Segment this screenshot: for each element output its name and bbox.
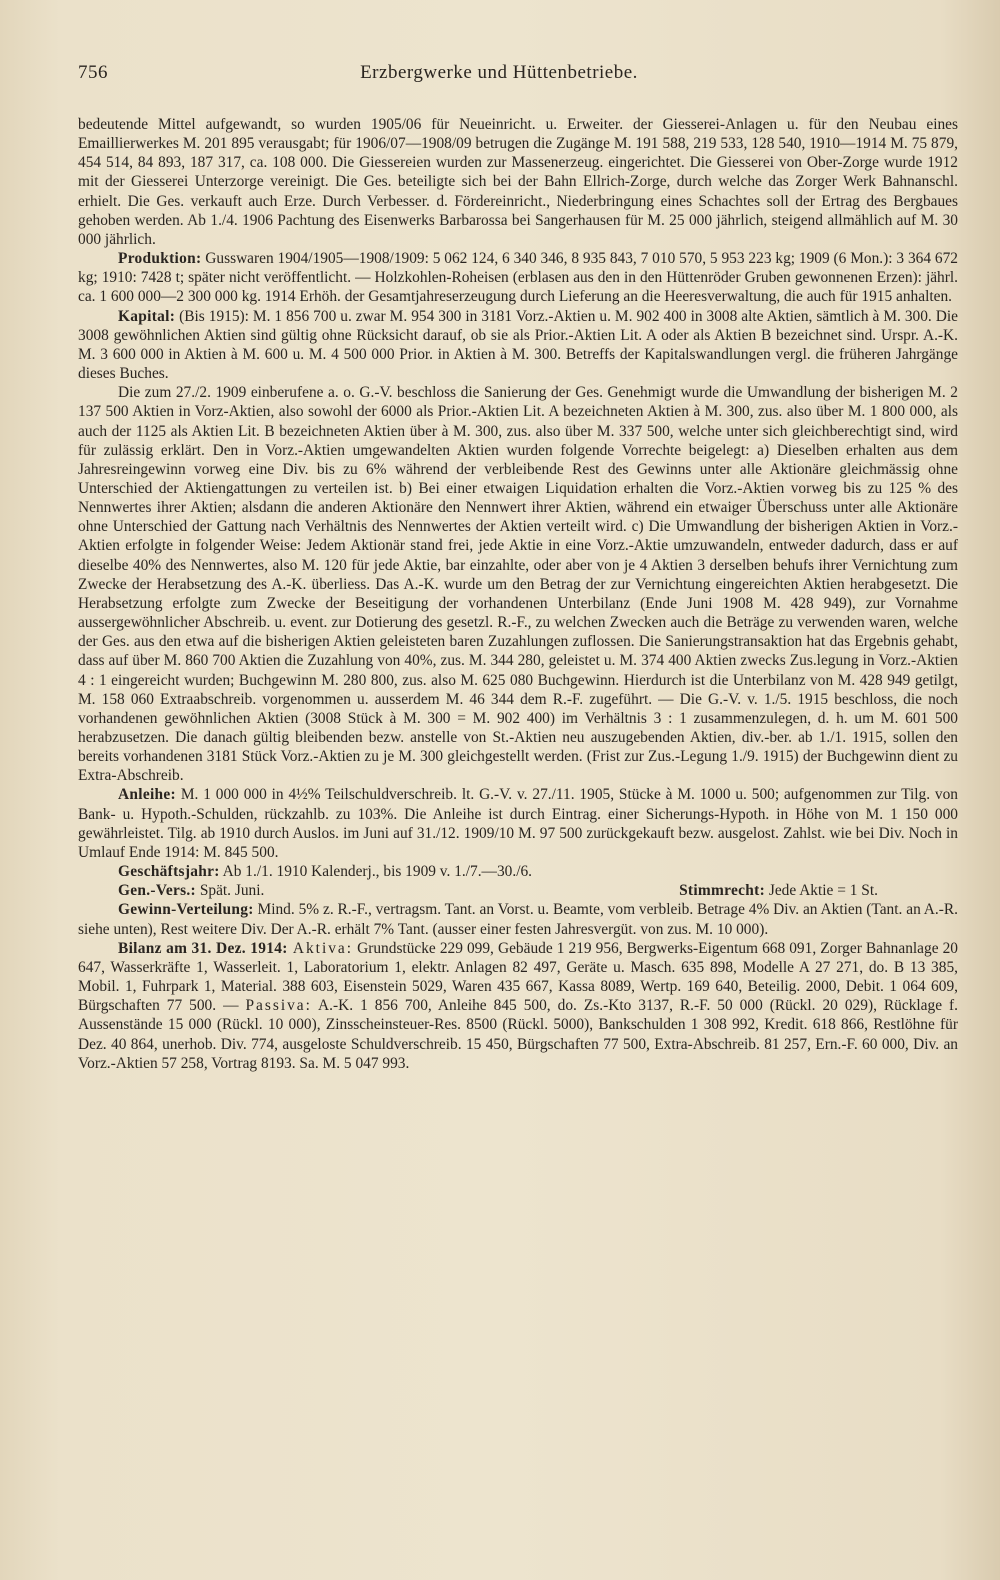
- text-kapital: (Bis 1915): M. 1 856 700 u. zwar M. 954 300 in 3181 Vorz.-Aktien u. M. 902 400 in 3008 alte Aktien, sämtlich à M. 300. Die 3008 gewöhnlichen Aktien sind gültig ohne Rücksicht darauf, ob sie als Prior.-Aktien Lit. A oder als Aktien B bezeichnet sind. Urspr. A.-K. M. 3 600 000 in Aktien à M. 600 u. M. 4 500 000 Prior. in Aktien à M. 300. Betreffs der Kapitalswandlungen vergl. die früheren Jahrgänge dieses Buches.: [78, 307, 958, 383]
- paragraph-intro: bedeutende Mittel aufgewandt, so wurden 1905/06 für Neueinricht. u. Erweiter. der Giesserei-Anlagen u. für den Neubau eines Emaillierwerkes M. 201 895 verausgabt; für 1906/07—1908/09 betrugen die Zugänge M. 191 588, 219 533, 128 540, 1910—1914 M. 75 879, 454 514, 84 893, 187 317, ca. 108 000. Die Giessereien wurden zur Massenerzeug. eingerichtet. Die Giesserei von Ober-Zorge wurde 1912 mit der Giesserei Unterzorge vereinigt. Die Ges. beteiligte sich bei der Bahn Ellrich-Zorge, durch welche das Zorger Werk Bahnanschl. erhielt. Die Ges. verkauft auch Erze. Durch Verbesser. d. Fördereinricht., Niederbringung eines Schachtes soll der Ertrag des Bergbaues gehoben werden. Ab 1./4. 1906 Pachtung des Eisenwerks Barbarossa bei Sangerhausen für M. 25 000 jährlich, steigend allmählich auf M. 30 000 jährlich.: [78, 116, 958, 248]
- label-gewinn-verteilung: Gewinn-Verteilung:: [118, 901, 254, 919]
- label-passiva: Passiva:: [245, 997, 312, 1015]
- label-bilanz: Bilanz am 31. Dez. 1914:: [118, 939, 288, 957]
- text-geschaeftsjahr: Ab 1./1. 1910 Kalenderj., bis 1909 v. 1./7.—30./6.: [219, 863, 533, 881]
- label-produktion: Produktion:: [118, 250, 202, 268]
- stimmrecht: [679, 881, 958, 900]
- label-aktiva: Aktiva:: [287, 939, 354, 957]
- page-header: [78, 62, 920, 90]
- paragraph-kapital: [78, 307, 958, 384]
- paragraph-gewinn-verteilung: [78, 900, 958, 938]
- label-kapital: Kapital:: [118, 307, 176, 325]
- paragraph-geschaeftsjahr: [78, 862, 958, 881]
- text-anleihe: M. 1 000 000 in 4½% Teilschuldverschreib. lt. G.-V. v. 27./11. 1905, Stücke à M. 1000 u. 500; aufgenommen zur Tilg. von Bank- u. Hypoth.-Schulden, rückzahlb. zu 103%. Die Anleihe ist durch Eintrag. einer Sicherungs-Hypoth. in Höhe von M. 1 150 000 gewährleistet. Tilg. ab 1910 durch Auslos. im Juni auf 31./12. 1909/10 M. 97 500 zurückgekauft bezw. ausgelost. Zahlst. wie bei Div. Noch in Umlauf Ende 1914: M. 845 500.: [78, 786, 958, 861]
- text-gewinn-verteilung: Mind. 5% z. R.-F., vertragsm. Tant. an Vorst. u. Beamte, vom verbleib. Betrage 4% Div. an Aktien (Tant. an A.-R. siehe unten), Rest weitere Div. Der A.-R. erhält 7% Tant. (ausser einer festen Jahresvergüt. von zus. M. 10 000).: [78, 901, 958, 938]
- paragraph-generalversammlung: Die zum 27./2. 1909 einberufene a. o. G.-V. beschloss die Sanierung der Ges. Genehmigt wurde die Umwandlung der bisherigen M. 2 137 500 Aktien in Vorz-Aktien, also sowohl der 6000 als Prior.-Aktien Lit. A bezeichneten Aktien à M. 300, zus. also über M. 1 800 000, als auch der 1125 als Aktien Lit. B bezeichneten Aktien über à M. 300, zus. also über M. 337 500, welche unter sich gleichberechtigt sind, wird für zulässig erklärt. Den in Vorz.-Aktien umgewandelten Aktien wurden folgende Vorrechte beigelegt: a) Dieselben erhalten aus dem Jahresreingewinn vorweg eine Div. bis zu 6% während der verbleibende Rest des Gewinns unter alle Aktionäre gleichmässig ohne Unterschied der Aktiengattungen zu verteilen ist. b) Bei einer etwaigen Liquidation erhalten die Vorz.-Aktien vorweg bis zu 125 % des Nennwertes ihrer Aktien; alsdann die anderen Aktionäre den Nennwert ihrer Aktien, während ein etwaiger Überschuss unter alle Aktionäre ohne Unterschied der Gattung nach Verhältnis des Nennwertes der Aktien verteilt wird. c) Die Umwandlung der bisherigen Aktien in Vorz.-Aktien erfolgte in folgender Weise: Jedem Aktionär stand frei, jede Aktie in eine Vorz.-Aktie umzuwandeln, entweder dadurch, dass er auf dieselbe 40% des Nennwertes, also M. 120 für jede Aktie, bar einzahlte, oder aber von je 4 Aktien 3 derselben behufs ihrer Vernichtung zum Zwecke der Herabsetzung des A.-K. überliess. Das A.-K. wurde um den Betrag der zur Vernichtung eingereichten Aktien herabgesetzt. Die Herabsetzung erfolgte zum Zwecke der Beseitigung der vorhandenen Unterbilanz (Ende Juni 1908 M. 428 949), zur Vornahme aussergewöhnlicher Abschreib. u. event. zur Dotierung des gesetzl. R.-F., zu welchen Zwecken auch die Beträge zu verwenden waren, welche der Ges. aus den etwa auf die bisherigen Aktien geleisteten baren Zuzahlungen zuflossen. Die Sanierungstransaktion hat das Ergebnis gehabt, dass auf über M. 860 700 Aktien die Zuzahlung von 40%, zus. M. 344 280, geleistet u. M. 374 400 Aktien zwecks Zus.legung in Vorz.-Aktien 4 : 1 eingereicht wurden; Buchgewinn M. 280 800, zus. also M. 625 080 Buchgewinn. Hierdurch ist die Unterbilanz von M. 428 949 getilgt, M. 158 060 Extraabschreib. vorgenommen u. ausserdem M. 46 344 dem R.-F. zugeführt. — Die G.-V. v. 1./5. 1915 beschloss, die noch vorhandenen gewöhnlichen Aktien (3008 Stück à M. 300 = M. 902 400) im Verhältnis 3 : 1 zusammenzulegen, d. h. um M. 601 500 herabzusetzen. Die danach gültig bleibenden bezw. anstelle von St.-Aktien neu auszugebenden Aktien, div.-ber. ab 1./1. 1915, sollen den bereits vorhandenen 3181 Stück Vorz.-Aktien zu je M. 300 gleichgestellt werden. (Frist zur Zus.-Legung 1./9. 1915) der Buchgewinn dient zu Extra-Abschreib.: [78, 384, 958, 785]
- text-genvers: Spät. Juni.: [195, 882, 265, 900]
- running-title: Erzbergwerke und Hüttenbetriebe.: [360, 62, 638, 83]
- label-genvers: Gen.-Vers.:: [118, 882, 196, 900]
- text-stimmrecht: Jede Aktie = 1 St.: [765, 882, 878, 900]
- text-produktion: Gusswaren 1904/1905—1908/1909: 5 062 124, 6 340 346, 8 935 843, 7 010 570, 5 953 223 kg; 1909 (6 Mon.): 3 364 672 kg; 1910: 7428 t; später nicht veröffentlicht. — Holzkohlen-Roheisen (erblasen aus den in den Hüttenröder Gruben gewonnenen Erzen): jährl. ca. 1 600 000—2 300 000 kg. 1914 Erhöh. der Gesamtjahreserzeugung durch Lieferung an die Heeresverwaltung, die auch für 1915 anhalten.: [78, 250, 958, 306]
- paragraph-anleihe: [78, 785, 958, 862]
- label-anleihe: Anleihe:: [118, 786, 176, 804]
- text-aktiva: Grundstücke 229 099, Gebäude 1 219 956, Bergwerks-Eigentum 668 091, Zorger Bahnanlage 20 647, Wasserkräfte 1, Wasserleit. 1, Laboratorium 1, elektr. Anlagen 82 497, Geräte u. Masch. 635 898, Modelle A 27 271, do. B 13 385, Mobil. 1, Fuhrpark 1, Material. 388 603, Eisenstein 5029, Waren 435 667, Kassa 8089, Wertp. 169 640, Beteilig. 2000, Debit. 1 064 609, Bürgschaften 77 500. —: [78, 939, 958, 1015]
- text-passiva: A.-K. 1 856 700, Anleihe 845 500, do. Zs.-Kto 3137, R.-F. 50 000 (Rückl. 20 029), Rücklage f. Aussenstände 15 000 (Rückl. 10 000), Zinsscheinsteuer-Res. 8500 (Rückl. 5000), Bankschulden 1 308 992, Kredit. 618 866, Restlöhne für Dez. 40 864, unerhob. Div. 774, ausgeloste Schuldverschreib. 15 450, Bürgschaften 77 500, Extra-Abschreib. 81 257, Ern.-F. 60 000, Div. an Vorz.-Aktien 57 258, Vortrag 8193. Sa. M. 5 047 993.: [78, 997, 958, 1072]
- label-geschaeftsjahr: Geschäftsjahr:: [118, 863, 220, 881]
- paragraph-bilanz: [78, 939, 958, 1073]
- paragraph-produktion: [78, 249, 958, 306]
- page-body: [78, 115, 958, 1073]
- genvers: [78, 881, 264, 900]
- page-number: 756: [78, 62, 108, 83]
- row-genvers-stimmrecht: [78, 881, 958, 900]
- label-stimmrecht: Stimmrecht:: [679, 882, 765, 900]
